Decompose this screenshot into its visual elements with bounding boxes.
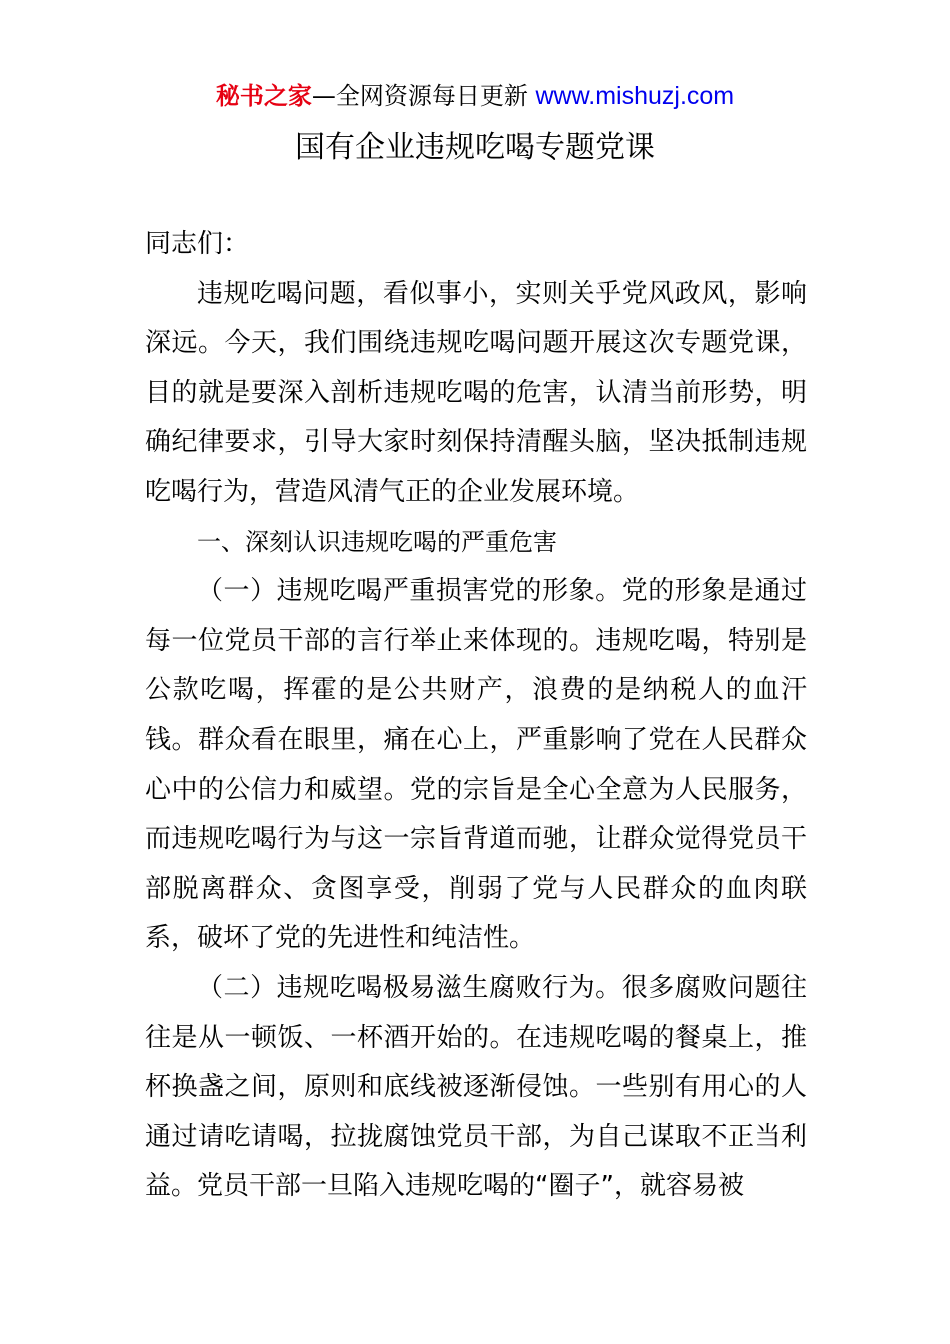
salutation: 同志们： [145, 229, 250, 259]
site-header [0, 78, 950, 114]
paragraph-subsection-2: （二）违规吃喝极易滋生腐败行为。很多腐败问题往往是从一顿饭、一杯酒开始的。在违规吃喝的餐桌上，推杯换盏之间，原则和底线被逐渐侵蚀。一些别有用心的人通过请吃请喝，拉拢腐蚀党员干部，为自己谋取不正当利益。党员干部一旦陷入违规吃喝的“圈子”，就容易被 [145, 972, 807, 1202]
paragraph-intro: 违规吃喝问题，看似事小，实则关乎党风政风，影响深远。今天，我们围绕违规吃喝问题开展这次专题党课，目的就是要深入剖析违规吃喝的危害，认清当前形势，明确纪律要求，引导大家时刻保持清醒头脑，坚决抵制违规吃喝行为，营造风清气正的企业发展环境。 [145, 278, 807, 507]
site-tagline: —全网资源每日更新 [311, 82, 528, 110]
site-url-link[interactable]: www.mishuzj.com [535, 82, 735, 110]
site-brand: 秘书之家 [215, 82, 312, 110]
paragraph-subsection-1: （一）违规吃喝严重损害党的形象。党的形象是通过每一位党员干部的言行举止来体现的。违规吃喝，特别是公款吃喝，挥霍的是公共财产，浪费的是纳税人的血汗钱。群众看在眼里，痛在心上，严重影响了党在人民群众心中的公信力和威望。党的宗旨是全心全意为人民服务，而违规吃喝行为与这一宗旨背道而驰，让群众觉得党员干部脱离群众、贪图享受，削弱了党与人民群众的血肉联系，破坏了党的先进性和纯洁性。 [145, 576, 807, 954]
document-body [145, 220, 807, 1212]
document-title: 国有企业违规吃喝专题党课 [295, 130, 655, 165]
section-heading-1: 一、深刻认识违规吃喝的严重危害 [197, 527, 557, 556]
